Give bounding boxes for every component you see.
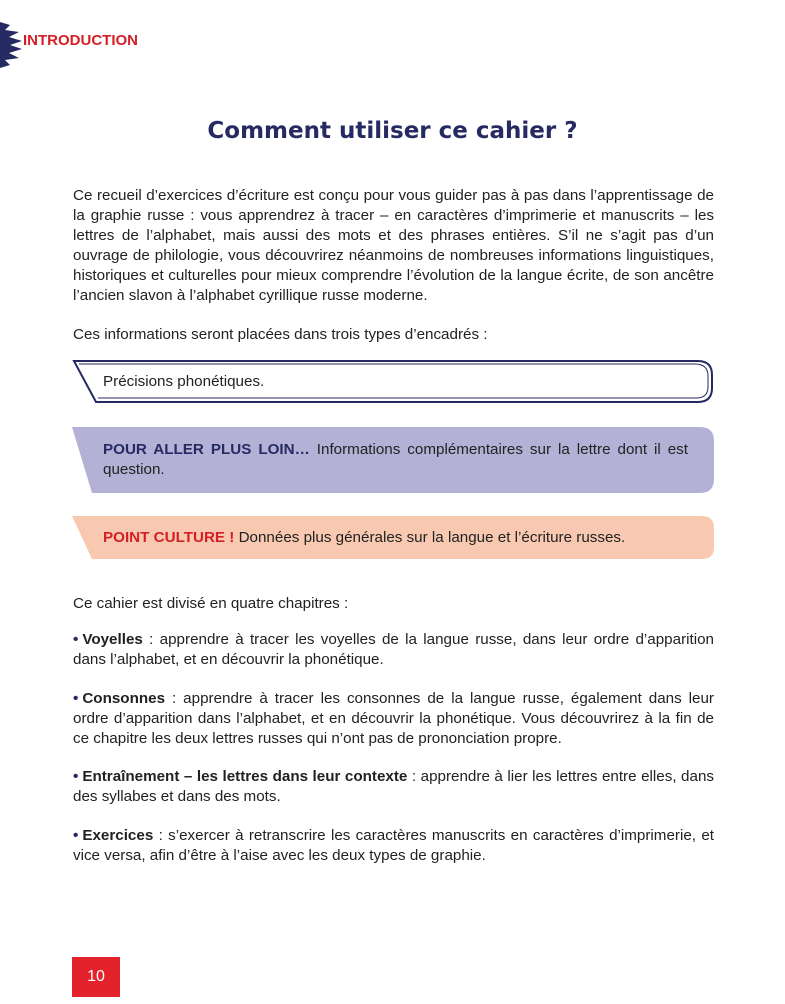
chapter-description: : apprendre à lier les lettres entre elles, dans des syllabes et dans des mots. <box>73 768 714 805</box>
bullet: • <box>73 690 79 707</box>
further-info-label: POUR ALLER PLUS LOIN… <box>103 441 310 458</box>
bullet: • <box>73 631 79 648</box>
bullet: • <box>73 827 79 844</box>
phonetic-box <box>72 359 714 404</box>
chapter-description: : apprendre à tracer les consonnes de la langue russe, également dans leur ordre d’apparition dans l’alphabet, et en découvrir la phonétique. Vous découvrirez à la fin de ce chapitre les deux lettres russes qui n’ont pas de prononciation propre. <box>73 690 714 747</box>
further-info-box <box>72 427 714 493</box>
chapter-term: Voyelles <box>82 631 143 648</box>
culture-description: Données plus générales sur la langue et l’écriture russes. <box>234 529 626 546</box>
chapter-item-entrainement <box>73 767 714 807</box>
page-number: 10 <box>87 968 105 985</box>
chapter-term: Exercices <box>82 827 154 844</box>
culture-box-text <box>103 529 625 546</box>
page-number-badge <box>72 957 120 997</box>
phonetic-box-text: Précisions phonétiques. <box>103 373 265 390</box>
culture-label: POINT CULTURE ! <box>103 529 235 546</box>
further-info-box-text <box>103 440 688 480</box>
chapter-term: Entraînement – les lettres dans leur contexte <box>82 768 408 785</box>
chapter-item-consonnes <box>73 689 714 749</box>
intro-paragraph: Ce recueil d’exercices d’écriture est conçu pour vous guider pas à pas dans l’apprentissage de la graphie russe : vous apprendrez à tracer – en caractères d’imprimerie et manuscrits – les lettres de l’alphabet, mais aussi des mots et des phrases entières. S’il ne s’agit pas d’un ouvrage de philologie, vous découvrirez néanmoins de nombreuses informations linguistiques, historiques et culturelles pour mieux comprendre l’évolution de la langue écrite, de son ancêtre l’ancien slavon à l’alphabet cyrillique russe moderne. <box>73 187 714 304</box>
starburst-icon <box>0 22 22 68</box>
chapter-description: : s’exercer à retranscrire les caractères manuscrits en caractères d’imprimerie, et vice versa, afin d’être à l’aise avec les deux types de graphie. <box>73 827 714 864</box>
chapters-intro: Ce cahier est divisé en quatre chapitres : <box>73 595 349 612</box>
chapter-item-voyelles <box>73 630 714 670</box>
further-info-description: Informations complémentaires sur la lettre dont il est question. <box>103 441 688 478</box>
culture-box <box>72 516 714 559</box>
bullet: • <box>73 768 79 785</box>
chapter-item-exercices <box>73 826 714 866</box>
chapter-term: Consonnes <box>82 690 166 707</box>
chapter-description: : apprendre à tracer les voyelles de la langue russe, dans leur ordre d’apparition dans l’alphabet, et en découvrir la phonétique. <box>73 631 714 668</box>
section-label: INTRODUCTION <box>23 32 138 49</box>
page-title: Comment utiliser ce cahier ? <box>207 118 578 144</box>
boxes-intro: Ces informations seront placées dans trois types d’encadrés : <box>73 326 488 343</box>
